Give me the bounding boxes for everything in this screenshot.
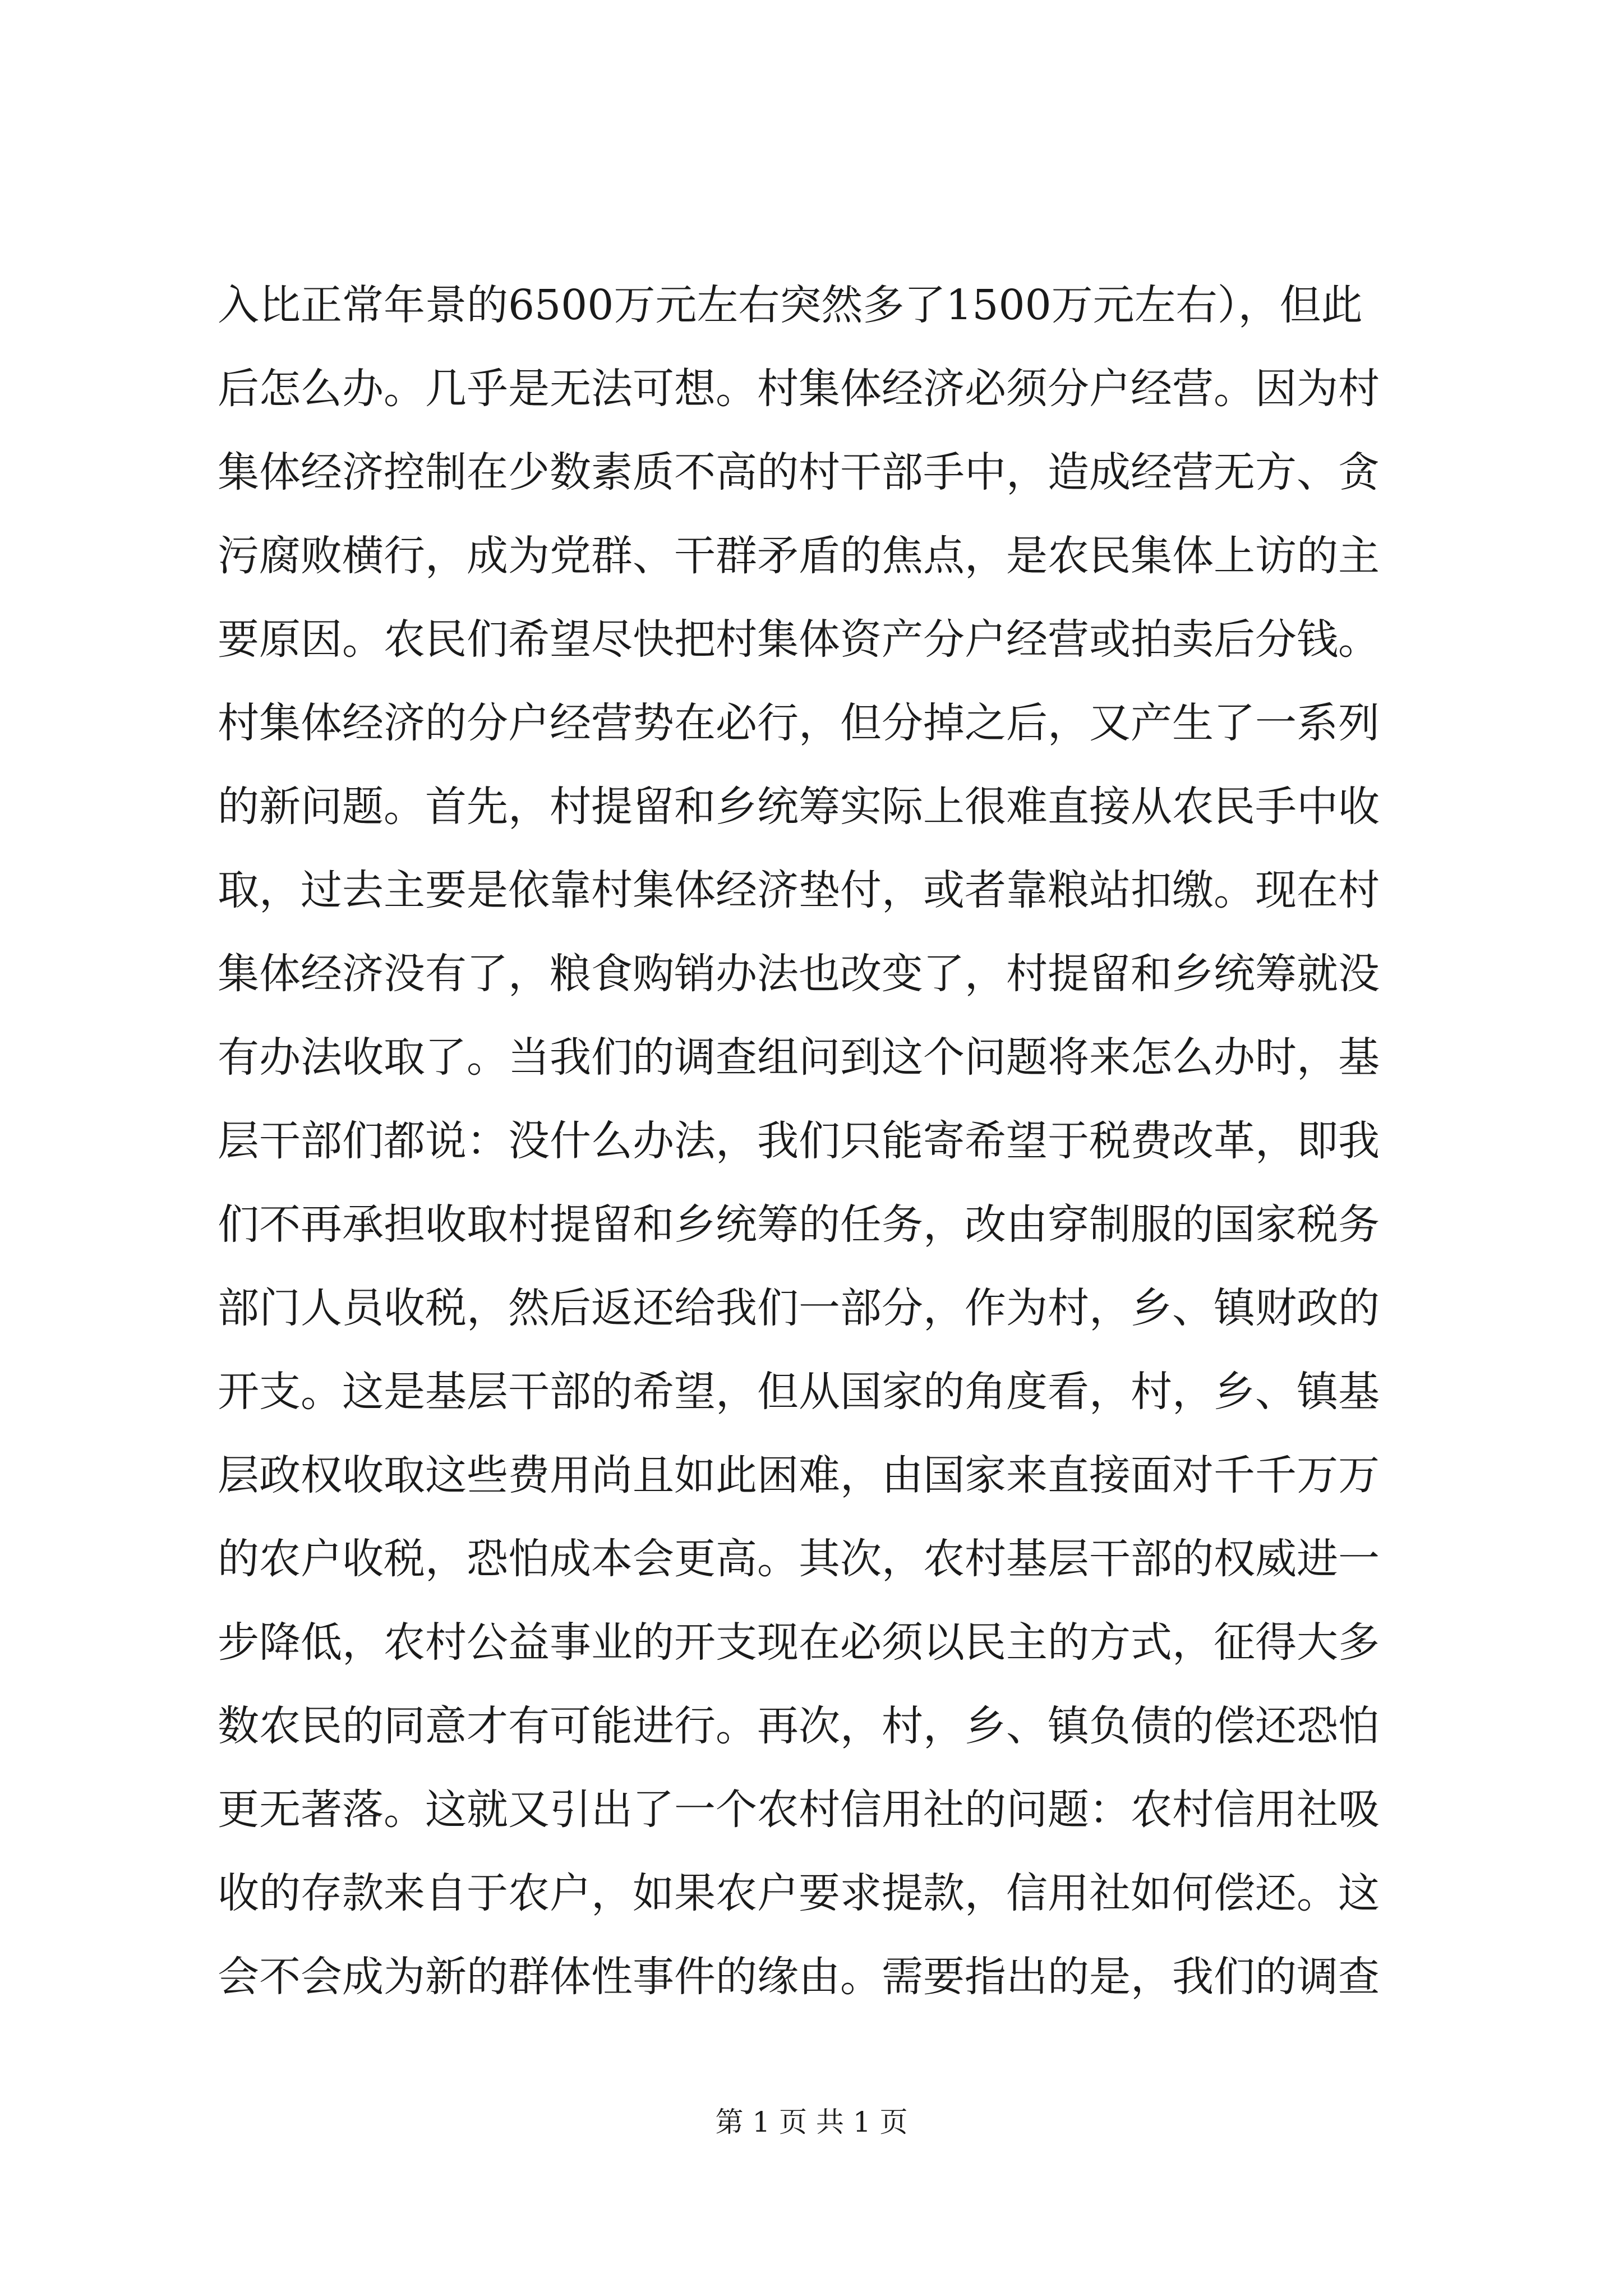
text-line: 污腐败横行，成为党群、干群矛盾的焦点，是农民集体上访的主 <box>218 532 1380 580</box>
text-line: 村集体经济的分户经营势在必行，但分掉之后，又产生了一系列 <box>218 699 1380 747</box>
text-line: 们不再承担收取村提留和乡统筹的任务，改由穿制服的国家税务 <box>218 1200 1380 1249</box>
text-line: 层政权收取这些费用尚且如此困难，由国家来直接面对千千万万 <box>218 1451 1380 1499</box>
text-line: 后怎么办。几乎是无法可想。村集体经济必须分户经营。因为村 <box>218 365 1380 413</box>
text-line: 有办法收取了。当我们的调查组问到这个问题将来怎么办时，基 <box>218 1033 1380 1082</box>
text-line: 数农民的同意才有可能进行。再次，村，乡、镇负债的偿还恐怕 <box>218 1702 1380 1750</box>
text-line: 要原因。农民们希望尽快把村集体资产分户经营或拍卖后分钱。 <box>218 615 1380 664</box>
text-line: 入比正常年景的6500万元左右突然多了1500万元左右），但此 <box>218 281 1363 329</box>
text-line: 集体经济控制在少数素质不高的村干部手中，造成经营无方、贪 <box>218 448 1380 496</box>
text-line: 层干部们都说：没什么办法，我们只能寄希望于税费改革，即我 <box>218 1117 1380 1165</box>
text-line: 集体经济没有了，粮食购销办法也改变了，村提留和乡统筹就没 <box>218 950 1380 998</box>
text-line: 开支。这是基层干部的希望，但从国家的角度看，村，乡、镇基 <box>218 1368 1380 1416</box>
text-line: 会不会成为新的群体性事件的缘由。需要指出的是，我们的调查 <box>218 1953 1380 2001</box>
text-line: 取，过去主要是依靠村集体经济垫付，或者靠粮站扣缴。现在村 <box>218 866 1380 914</box>
body-text <box>218 264 1418 2019</box>
text-line: 的农户收税，恐怕成本会更高。其次，农村基层干部的权威进一 <box>218 1535 1380 1583</box>
text-line: 的新问题。首先，村提留和乡统筹实际上很难直接从农民手中收 <box>218 783 1380 831</box>
text-line: 更无著落。这就又引出了一个农村信用社的问题：农村信用社吸 <box>218 1786 1380 1834</box>
text-line: 步降低，农村公益事业的开支现在必须以民主的方式，征得大多 <box>218 1618 1380 1667</box>
text-line: 部门人员收税，然后返还给我们一部分，作为村，乡、镇财政的 <box>218 1284 1380 1332</box>
text-line: 收的存款来自于农户，如果农户要求提款，信用社如何偿还。这 <box>218 1869 1380 1917</box>
page-number-footer: 第 1 页 共 1 页 <box>715 2106 908 2138</box>
